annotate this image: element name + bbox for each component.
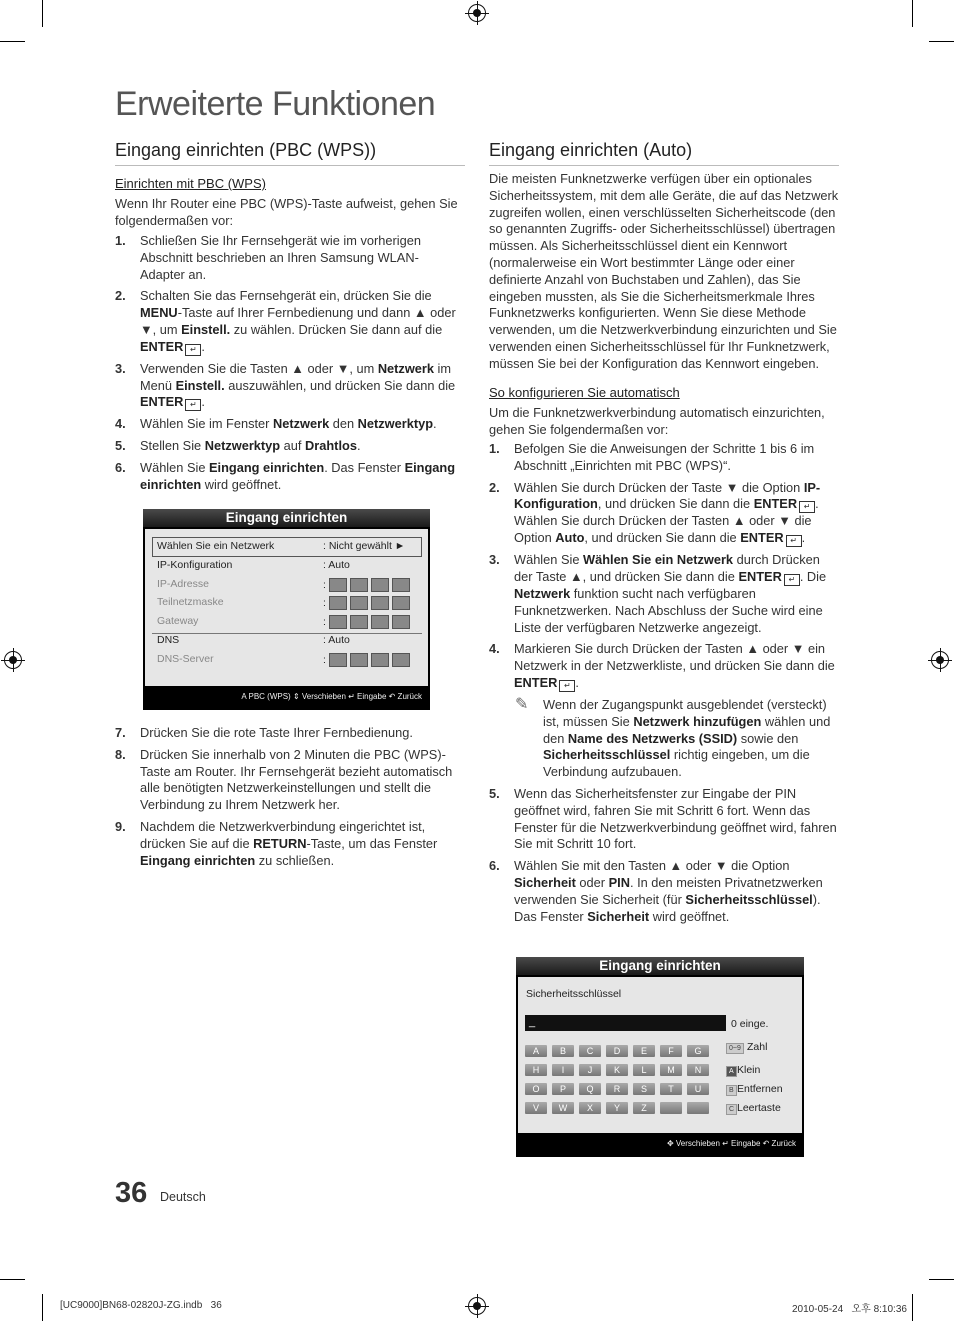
section-heading-auto: Eingang einrichten (Auto) [489, 140, 839, 166]
step-text: Wählen Sie durch Drücken der Taste ▼ die Option IP-Konfiguration, und drücken Sie dann die ENTER ↵ . Wählen Sie durch Drücken der Tasten ▲ oder ▼ die Option Auto, und drücken Sie dann die ENTER ↵ . [514, 479, 821, 546]
registration-mark-icon [468, 1297, 486, 1315]
button-label: Leertaste [737, 1102, 781, 1114]
setting-value: : [323, 653, 413, 667]
page-title: Erweiterte Funktionen [115, 85, 436, 123]
crop-mark [0, 1279, 25, 1280]
key-U[interactable]: U [687, 1083, 709, 1095]
step-number: 6. [115, 459, 126, 475]
key-I[interactable]: I [552, 1064, 574, 1076]
button-label: Zahl [747, 1041, 768, 1053]
step-number: 2. [115, 288, 126, 304]
security-key-label: Sicherheitsschlüssel [526, 988, 622, 1000]
key-B[interactable]: B [552, 1045, 574, 1057]
step-text: Wählen Sie im Fenster Netzwerk den Netzwerktyp. [140, 416, 437, 432]
step-item [115, 747, 460, 814]
button-label: Entfernen [737, 1083, 783, 1095]
crop-mark [42, 1294, 43, 1321]
step-number: 5. [115, 438, 126, 454]
step-number: 2. [489, 479, 500, 495]
step-item [489, 480, 839, 548]
button-icon: A [726, 1066, 737, 1077]
key-K[interactable]: K [606, 1064, 628, 1076]
step-text: Drücken Sie die rote Taste Ihrer Fernbedienung. [140, 725, 413, 740]
key-E[interactable]: E [633, 1045, 655, 1057]
button-icon: 0~9 [726, 1043, 744, 1054]
registration-mark-icon [4, 651, 22, 669]
key-O[interactable]: O [525, 1083, 547, 1095]
setting-label: Teilnetzmaske [157, 596, 224, 608]
key-V[interactable]: V [525, 1102, 547, 1114]
subheading-auto: So konfigurieren Sie automatisch [489, 385, 680, 400]
ip-octet-box [350, 653, 368, 667]
subheading-pbc: Einrichten mit PBC (WPS) [115, 176, 266, 191]
step-item [115, 288, 460, 355]
step-number: 1. [115, 233, 126, 248]
key-T[interactable]: T [660, 1083, 682, 1095]
step-number: 4. [115, 416, 126, 432]
screen-footer: A PBC (WPS) ⇕ Verschieben ↵ Eingabe ↶ Zurück [241, 692, 422, 701]
ip-octet-box [329, 578, 347, 592]
key-L[interactable]: L [633, 1064, 655, 1076]
step-item [115, 725, 460, 742]
intro-auto-2: Um die Funknetzwerkverbindung automatisch einzurichten, gehen Sie folgendermaßen vor: [489, 405, 825, 437]
step-text: Verwenden Sie die Tasten ▲ oder ▼, um Netzwerk im Menü Einstell. auszuwählen, und drücken Sie dann die ENTER ↵ . [140, 360, 456, 410]
setting-value: : [323, 596, 413, 610]
key-M[interactable]: M [660, 1064, 682, 1076]
setting-value: : [323, 578, 413, 592]
step-text: Schalten Sie das Fernsehgerät ein, drücken Sie die MENU-Taste auf Ihrer Fernbedienung und dann ▲ oder ▼, um Einstell. zu wählen. Drücken Sie dann auf die ENTER ↵ . [140, 288, 456, 354]
crop-mark [912, 0, 913, 27]
ip-octet-box [392, 653, 410, 667]
setting-value[interactable]: : Auto [323, 634, 350, 646]
setting-label: IP-Adresse [157, 578, 209, 590]
divider [152, 633, 422, 634]
key-A[interactable]: A [525, 1045, 547, 1057]
intro-pbc: Wenn Ihr Router eine PBC (WPS)-Taste aufweist, gehen Sie folgendermaßen vor: [115, 196, 458, 228]
registration-mark-icon [468, 4, 486, 22]
setting-value: : [323, 615, 413, 629]
key-D[interactable]: D [606, 1045, 628, 1057]
key-X[interactable]: X [579, 1102, 601, 1114]
ip-octet-box [371, 615, 389, 629]
setting-label: DNS-Server [157, 653, 214, 665]
step-number: 5. [489, 785, 500, 801]
step-item [115, 233, 460, 283]
screen-title: Eingang einrichten [516, 957, 804, 975]
ip-octet-box [329, 596, 347, 610]
step-item [489, 786, 839, 853]
intro-auto: Die meisten Funknetzwerke verfügen über ein optionales Sicherheitssystem, mit dem alle Geräte, die auf das Netzwerk zugreifen wollen, einen verschlüsselten Sicherheitscode (den so genannten Zugriffs- oder Sicherheitsschlüssel) übertragen müssen. Als Sicherheitsschlüssel dient ein Kennwort (normalerweise ein Wort bestimmter Länge oder einer definierte Anzahl von Buchstaben und Zahlen), das Sie eingeben mussten, als Sie die Sicherheitsmerkmale Ihres Funknetzwerks konfigurierten. Wenn Sie diese Methode verwenden, um die Netzwerkverbindung einzurichten und Sie verwenden einen Sicherheitsschlüssel für Ihr Funknetzwerk, müssen Sie bei der Konfiguration das Kennwort eingeben. [489, 171, 839, 371]
ip-octet-box [350, 578, 368, 592]
footer-file: [UC9000]BN68-02820J-ZG.indb 36 [60, 1300, 222, 1311]
crop-mark [0, 41, 25, 42]
key-G[interactable]: G [687, 1045, 709, 1057]
step-number: 1. [489, 441, 500, 456]
language-label: Deutsch [160, 1190, 206, 1204]
step-item [115, 438, 460, 455]
step-number: 9. [115, 818, 126, 834]
entered-count: 0 einge. [731, 1018, 769, 1030]
steps-list-auto [489, 441, 839, 930]
button-icon: C [726, 1104, 737, 1115]
crop-mark [42, 0, 43, 27]
key-Q[interactable]: Q [579, 1083, 601, 1095]
ip-octet-box [371, 596, 389, 610]
setting-value[interactable]: : Nicht gewählt ► [323, 540, 406, 552]
step-item [115, 460, 460, 494]
ip-octet-box [329, 615, 347, 629]
key-F[interactable]: F [660, 1045, 682, 1057]
crop-mark [929, 1279, 954, 1280]
note-item [489, 697, 839, 781]
setting-label: Gateway [157, 615, 199, 627]
step-item [489, 641, 839, 692]
setting-value[interactable]: : Auto [323, 559, 350, 571]
ip-octet-box [371, 653, 389, 667]
step-text: Wenn das Sicherheitsfenster zur Eingabe der PIN geöffnet wird, fahren Sie mit Schritt 6 fort. Wenn das Fenster für die Netzwerkverbindung geöffnet wird, fahren Sie mit Schritt 10 fort. [514, 785, 837, 852]
step-item [115, 819, 460, 869]
key-C[interactable]: C [579, 1045, 601, 1057]
step-item [489, 441, 839, 475]
note-text: Wenn der Zugangspunkt ausgeblendet (versteckt) ist, müssen Sie Netzwerk hinzufügen wählen und den Name des Netzwerks (SSID) sowie den Sicherheitsschlüssel richtig eingeben, um die Verbindung aufzubauen. [543, 696, 831, 780]
ip-octet-box [329, 653, 347, 667]
screen-security [516, 957, 804, 1157]
ip-octet-box [350, 615, 368, 629]
button-label: Klein [737, 1064, 761, 1076]
key-P[interactable]: P [552, 1083, 574, 1095]
ip-octet-box [371, 578, 389, 592]
step-text: Wählen Sie mit den Tasten ▲ oder ▼ die Option Sicherheit oder PIN. In den meisten Privatnetzwerken verwenden Sie Sicherheit (für Sicherheitsschlüssel). Das Fenster Sicherheit wird geöffnet. [514, 858, 823, 924]
ip-octet-box [350, 596, 368, 610]
ip-octet-box [392, 596, 410, 610]
footer-date: 2010-05-24 오후 8:10:36 [792, 1304, 907, 1315]
step-text: Stellen Sie Netzwerktyp auf Drahtlos. [140, 438, 361, 454]
step-number: 4. [489, 641, 500, 657]
step-text: Wählen Sie Eingang einrichten. Das Fenster Eingang einrichten wird geöffnet. [140, 459, 456, 492]
step-text: Schließen Sie Ihr Fernsehgerät wie im vorherigen Abschnitt beschrieben an Ihren Samsung WLAN-Adapter an. [140, 233, 421, 282]
step-item [115, 416, 460, 433]
step-number: 6. [489, 858, 500, 874]
step-item [115, 361, 460, 412]
key-S[interactable]: S [633, 1083, 655, 1095]
step-number: 8. [115, 746, 126, 762]
step-number: 3. [115, 360, 126, 376]
setting-label: Wählen Sie ein Netzwerk [157, 540, 275, 552]
steps-list-pbc-2 [115, 725, 460, 874]
step-text: Markieren Sie durch Drücken der Tasten ▲ oder ▼ ein Netzwerk in der Netzwerkliste, und drücken Sie dann die ENTER ↵ . [514, 641, 835, 690]
crop-mark [929, 41, 954, 42]
key-N[interactable]: N [687, 1064, 709, 1076]
key-Z[interactable]: Z [633, 1102, 655, 1114]
setting-label: DNS [157, 634, 180, 646]
note-pencil-icon: ✎ [515, 695, 529, 713]
button-icon: B [726, 1085, 737, 1096]
security-key-input[interactable]: _ [525, 1015, 726, 1031]
section-heading-pbc: Eingang einrichten (PBC (WPS)) [115, 140, 465, 166]
steps-list-pbc [115, 233, 460, 499]
page-number: 36 [115, 1177, 148, 1209]
step-item [489, 858, 839, 925]
step-text: Nachdem die Netzwerkverbindung eingerichtet ist, drücken Sie auf die RETURN-Taste, um das Fenster Eingang einrichten zu schließen. [140, 818, 438, 868]
key-Y[interactable]: Y [606, 1102, 628, 1114]
step-text: Befolgen Sie die Anweisungen der Schritte 1 bis 6 im Abschnitt „Einrichten mit PBC (WPS)“. [514, 441, 815, 473]
ip-octet-box [392, 615, 410, 629]
step-number: 7. [115, 725, 126, 740]
crop-mark [912, 1294, 913, 1321]
registration-mark-icon [931, 651, 949, 669]
screen-pbc [143, 509, 430, 710]
key-R[interactable]: R [606, 1083, 628, 1095]
step-number: 3. [489, 552, 500, 568]
screen-title: Eingang einrichten [143, 509, 430, 527]
key-J[interactable]: J [579, 1064, 601, 1076]
key-W[interactable]: W [552, 1102, 574, 1114]
step-item [489, 552, 839, 636]
screen-footer: ✥ Verschieben ↵ Eingabe ↶ Zurück [666, 1139, 796, 1148]
step-text: Drücken Sie innerhalb von 2 Minuten die PBC (WPS)-Taste am Router. Ihr Fernsehgerät bezieht automatisch alle benötigten Netzwerkeinstellungen und stellt die Verbindung zu Ihrem Netzwerk her. [140, 746, 453, 813]
key-H[interactable]: H [525, 1064, 547, 1076]
setting-label: IP-Konfiguration [157, 559, 233, 571]
ip-octet-box [392, 578, 410, 592]
key-blank[interactable] [660, 1102, 682, 1114]
key-blank[interactable] [687, 1102, 709, 1114]
step-text: Wählen Sie Wählen Sie ein Netzwerk durch Drücken der Taste ▲, und drücken Sie dann die ENTER ↵ . Die Netzwerk funktion sucht nach verfügbaren Funknetzwerken. Nach Abschluss der Suche wird eine Liste der verfügbaren Netzwerke angezeigt. [514, 552, 827, 635]
